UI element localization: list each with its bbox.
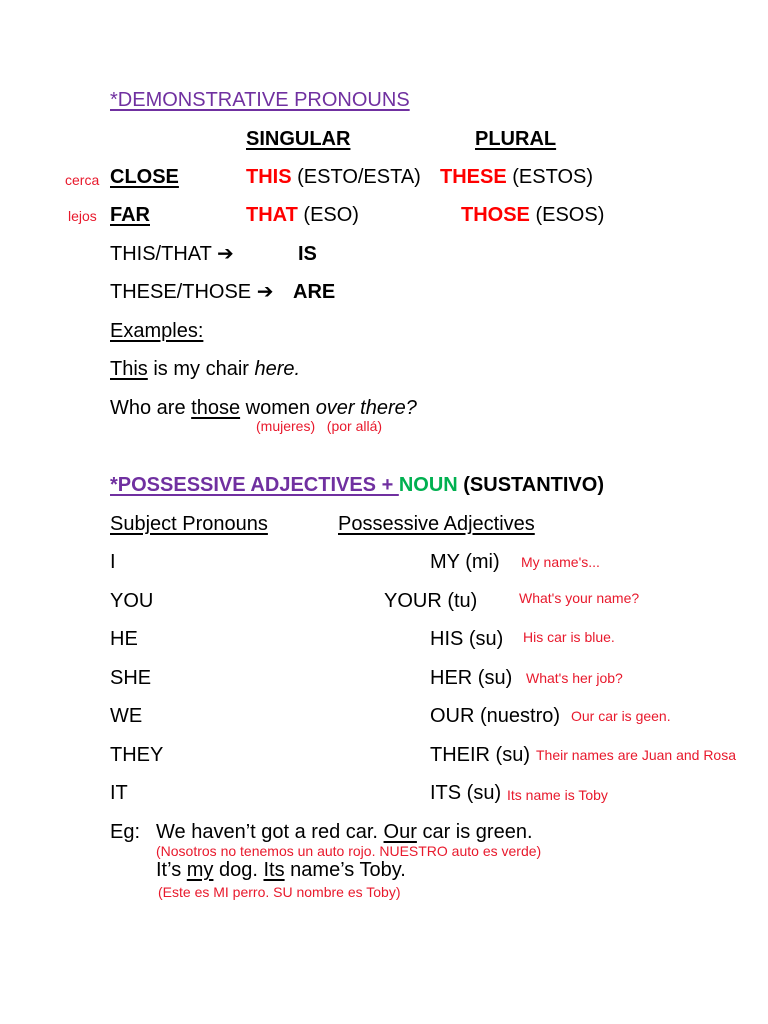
subject-pronoun-we: WE <box>110 705 143 727</box>
subject-pronouns-header: Subject Pronouns <box>110 513 268 535</box>
eg-2-note: (Este es MI perro. SU nombre es Toby) <box>158 884 401 900</box>
examples-label: Examples: <box>110 320 204 342</box>
possessive-heading-label: *POSSESSIVE ADJECTIVES + <box>110 474 399 496</box>
subject-pronoun-she: SHE <box>110 667 152 689</box>
note-its: Its name is Toby <box>507 787 608 803</box>
eg-1-start: We haven’t got a red car. <box>156 821 384 843</box>
these-row-plural <box>440 165 593 189</box>
this-that-rule <box>110 242 234 266</box>
example-sentence-2 <box>110 396 417 420</box>
far-label: FAR <box>110 204 150 226</box>
example-1-end: here. <box>254 358 301 380</box>
note-our: Our car is geen. <box>571 708 671 724</box>
close-label: CLOSE <box>110 166 179 188</box>
that-word: THAT <box>246 204 298 226</box>
example-sentence-1 <box>110 357 300 381</box>
note-his: His car is blue. <box>523 629 615 645</box>
example-2-those: those <box>191 397 241 419</box>
possessive-its: ITS (su) <box>430 782 502 804</box>
eg-sentence-1 <box>156 820 533 844</box>
that-translation: (ESO) <box>303 204 359 226</box>
those-row-plural <box>461 203 604 227</box>
eg-2-my: my <box>186 859 214 881</box>
subject-pronoun-it: IT <box>110 782 128 804</box>
possessive-our: OUR (nuestro) <box>430 705 561 727</box>
note-their: Their names are Juan and Rosa <box>536 747 736 763</box>
noun-translation: (SUSTANTIVO) <box>457 474 604 496</box>
this-row-singular <box>246 165 421 189</box>
close-note: cerca <box>65 172 100 188</box>
possessive-his: HIS (su) <box>430 628 504 650</box>
these-translation: (ESTOS) <box>512 166 594 188</box>
are-label: ARE <box>293 281 336 303</box>
noun-word: NOUN <box>398 474 458 496</box>
subject-pronoun-you: YOU <box>110 590 154 612</box>
subject-pronoun-he: HE <box>110 628 138 650</box>
that-row-singular <box>246 203 359 227</box>
possessive-her: HER (su) <box>430 667 513 689</box>
arrow-right-icon: ➔ <box>217 243 234 265</box>
eg-label: Eg: <box>110 821 141 843</box>
plural-column-header: PLURAL <box>475 128 557 150</box>
far-note: lejos <box>68 208 97 224</box>
this-word: THIS <box>246 166 292 188</box>
demonstrative-heading: *DEMONSTRATIVE PRONOUNS <box>110 89 410 111</box>
eg-1-end: car is green. <box>416 821 533 843</box>
eg-1-our: Our <box>383 821 417 843</box>
note-my: My name's... <box>521 554 600 570</box>
example-1-subject: This <box>110 358 148 380</box>
eg-sentence-2 <box>156 858 406 882</box>
note-her: What's her job? <box>526 670 623 686</box>
these-word: THESE <box>440 166 507 188</box>
these-those-label: THESE/THOSE <box>110 281 252 303</box>
example-2-end: over there? <box>315 397 417 419</box>
note-your: What's your name? <box>519 590 640 606</box>
example-2-start: Who are <box>110 397 192 419</box>
possessive-my: MY (mi) <box>430 551 500 573</box>
those-word: THOSE <box>461 204 530 226</box>
arrow-right-icon: ➔ <box>256 281 274 303</box>
possessive-adjectives-header: Possessive Adjectives <box>338 513 535 535</box>
eg-2-start: It’s <box>156 859 187 881</box>
those-translation: (ESOS) <box>535 204 605 226</box>
example-2-note: (mujeres) (por allá) <box>256 418 383 434</box>
possessive-your: YOUR (tu) <box>384 590 478 612</box>
possessive-heading <box>110 473 604 497</box>
eg-2-its: Its <box>263 859 285 881</box>
example-1-middle: is my chair <box>147 358 255 380</box>
this-that-label: THIS/THAT <box>110 243 212 265</box>
eg-1-note: (Nosotros no tenemos un auto rojo. NUESTRO auto es verde) <box>156 843 542 859</box>
eg-2-middle: dog. <box>213 859 264 881</box>
example-2-middle: women <box>240 397 316 419</box>
singular-column-header: SINGULAR <box>246 128 351 150</box>
subject-pronoun-they: THEY <box>110 744 164 766</box>
possessive-their: THEIR (su) <box>430 744 530 766</box>
eg-2-end: name’s Toby. <box>284 859 406 881</box>
subject-pronoun-i: I <box>110 551 116 573</box>
this-translation: (ESTO/ESTA) <box>297 166 421 188</box>
is-label: IS <box>298 243 317 265</box>
these-those-rule <box>110 280 273 304</box>
